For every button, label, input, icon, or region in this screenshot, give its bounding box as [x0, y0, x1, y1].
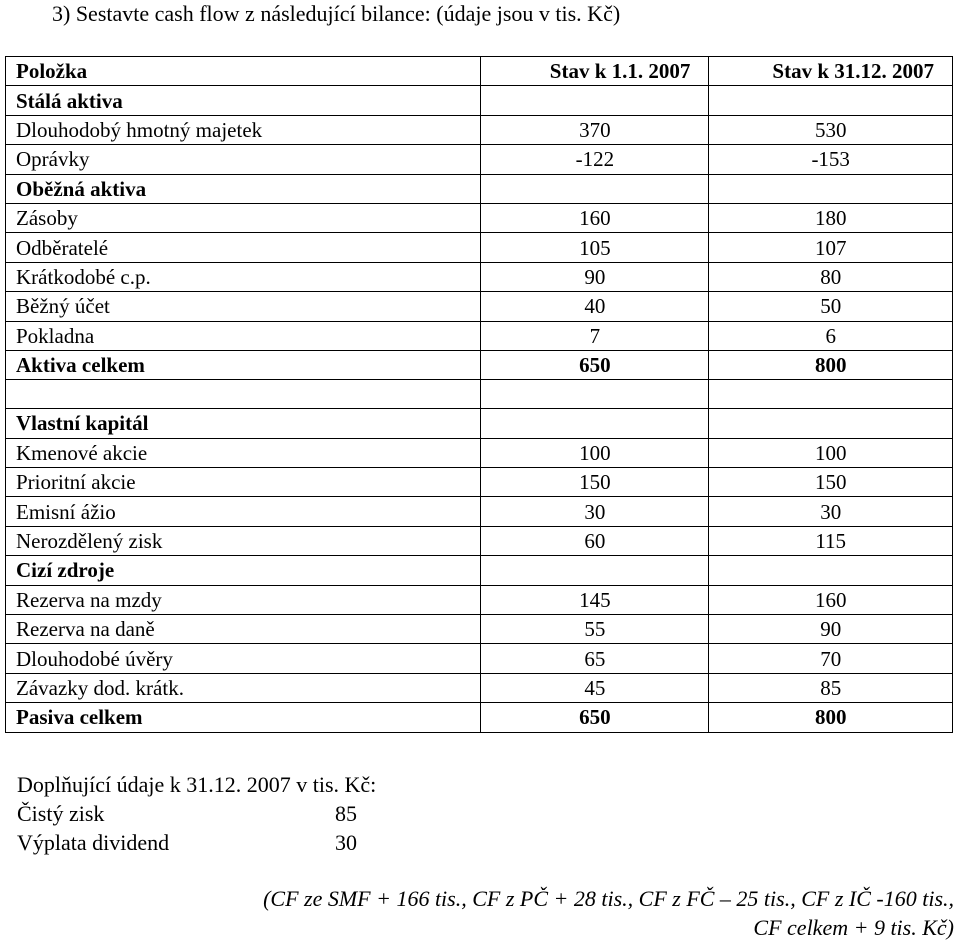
value-start: 650 — [481, 350, 709, 379]
value-start: 45 — [481, 673, 709, 702]
row-label: Stálá aktiva — [6, 86, 481, 115]
answer-line-2: CF celkem + 9 tis. Kč) — [753, 915, 954, 940]
value-start: 160 — [481, 203, 709, 232]
value-start: 370 — [481, 115, 709, 144]
header-end-2007: Stav k 31.12. 2007 — [709, 57, 953, 86]
table-row — [6, 86, 953, 115]
value-end: 100 — [709, 438, 953, 467]
row-label — [6, 380, 481, 409]
value-start: 65 — [481, 644, 709, 673]
value-end: 160 — [709, 585, 953, 614]
exercise-title: 3) Sestavte cash flow z následující bilance: (údaje jsou v tis. Kč) — [52, 1, 621, 26]
value-start — [481, 380, 709, 409]
header-start-2007: Stav k 1.1. 2007 — [481, 57, 709, 86]
table-row — [6, 203, 953, 232]
table-row — [6, 615, 953, 644]
value-start: 7 — [481, 321, 709, 350]
row-label: Oběžná aktiva — [6, 174, 481, 203]
value-start: 60 — [481, 526, 709, 555]
table-row — [6, 409, 953, 438]
table-row — [6, 115, 953, 144]
table-row — [6, 556, 953, 585]
value-end — [709, 380, 953, 409]
net-profit-value: 85 — [335, 801, 357, 826]
table-row — [6, 438, 953, 467]
table-row — [6, 174, 953, 203]
answer-line-1: (CF ze SMF + 166 tis., CF z PČ + 28 tis., CF z FČ – 25 tis., CF z IČ -160 tis., — [263, 886, 954, 911]
value-end: 800 — [709, 703, 953, 732]
value-end: 800 — [709, 350, 953, 379]
value-end: 530 — [709, 115, 953, 144]
value-end: 90 — [709, 615, 953, 644]
row-label: Pasiva celkem — [6, 703, 481, 732]
value-start — [481, 86, 709, 115]
row-label: Krátkodobé c.p. — [6, 262, 481, 291]
row-label: Dlouhodobé úvěry — [6, 644, 481, 673]
row-label: Běžný účet — [6, 292, 481, 321]
value-start — [481, 409, 709, 438]
row-label: Nerozdělený zisk — [6, 526, 481, 555]
table-row — [6, 644, 953, 673]
table-row — [6, 145, 953, 174]
table-row — [6, 233, 953, 262]
row-label: Rezerva na daně — [6, 615, 481, 644]
table-row — [6, 703, 953, 732]
value-end: 115 — [709, 526, 953, 555]
value-start — [481, 556, 709, 585]
table-row — [6, 585, 953, 614]
value-end: 30 — [709, 497, 953, 526]
value-start: 105 — [481, 233, 709, 262]
dividends-value: 30 — [335, 830, 357, 855]
table-row — [6, 321, 953, 350]
value-end: -153 — [709, 145, 953, 174]
value-start: 650 — [481, 703, 709, 732]
blank-row — [6, 380, 953, 409]
value-end: 80 — [709, 262, 953, 291]
row-label: Emisní ážio — [6, 497, 481, 526]
answer-note — [263, 884, 954, 942]
value-start: 55 — [481, 615, 709, 644]
supplementary-heading: Doplňující údaje k 31.12. 2007 v tis. Kč: — [17, 772, 377, 797]
row-label: Prioritní akcie — [6, 468, 481, 497]
value-start — [481, 174, 709, 203]
header-item: Položka — [6, 57, 481, 86]
table-row — [6, 292, 953, 321]
row-label: Cizí zdroje — [6, 556, 481, 585]
value-end — [709, 174, 953, 203]
value-start: 40 — [481, 292, 709, 321]
table-row — [6, 468, 953, 497]
row-label: Vlastní kapitál — [6, 409, 481, 438]
row-label: Závazky dod. krátk. — [6, 673, 481, 702]
row-label: Odběratelé — [6, 233, 481, 262]
row-label: Rezerva na mzdy — [6, 585, 481, 614]
row-label: Dlouhodobý hmotný majetek — [6, 115, 481, 144]
value-end — [709, 556, 953, 585]
value-end: 50 — [709, 292, 953, 321]
value-start: -122 — [481, 145, 709, 174]
row-label: Zásoby — [6, 203, 481, 232]
dividends-label: Výplata dividend — [17, 830, 170, 855]
balance-sheet-table — [5, 56, 953, 733]
value-start: 150 — [481, 468, 709, 497]
table-row — [6, 350, 953, 379]
value-end: 85 — [709, 673, 953, 702]
row-label: Pokladna — [6, 321, 481, 350]
value-start: 100 — [481, 438, 709, 467]
value-end: 150 — [709, 468, 953, 497]
value-start: 30 — [481, 497, 709, 526]
value-start: 145 — [481, 585, 709, 614]
value-end: 180 — [709, 203, 953, 232]
value-end — [709, 86, 953, 115]
table-row — [6, 497, 953, 526]
table-row — [6, 673, 953, 702]
value-end: 6 — [709, 321, 953, 350]
table-header-row — [6, 57, 953, 86]
table-row — [6, 262, 953, 291]
row-label: Kmenové akcie — [6, 438, 481, 467]
value-end: 107 — [709, 233, 953, 262]
table-row — [6, 526, 953, 555]
net-profit-label: Čistý zisk — [17, 801, 105, 826]
row-label: Oprávky — [6, 145, 481, 174]
value-start: 90 — [481, 262, 709, 291]
value-end — [709, 409, 953, 438]
row-label: Aktiva celkem — [6, 350, 481, 379]
value-end: 70 — [709, 644, 953, 673]
